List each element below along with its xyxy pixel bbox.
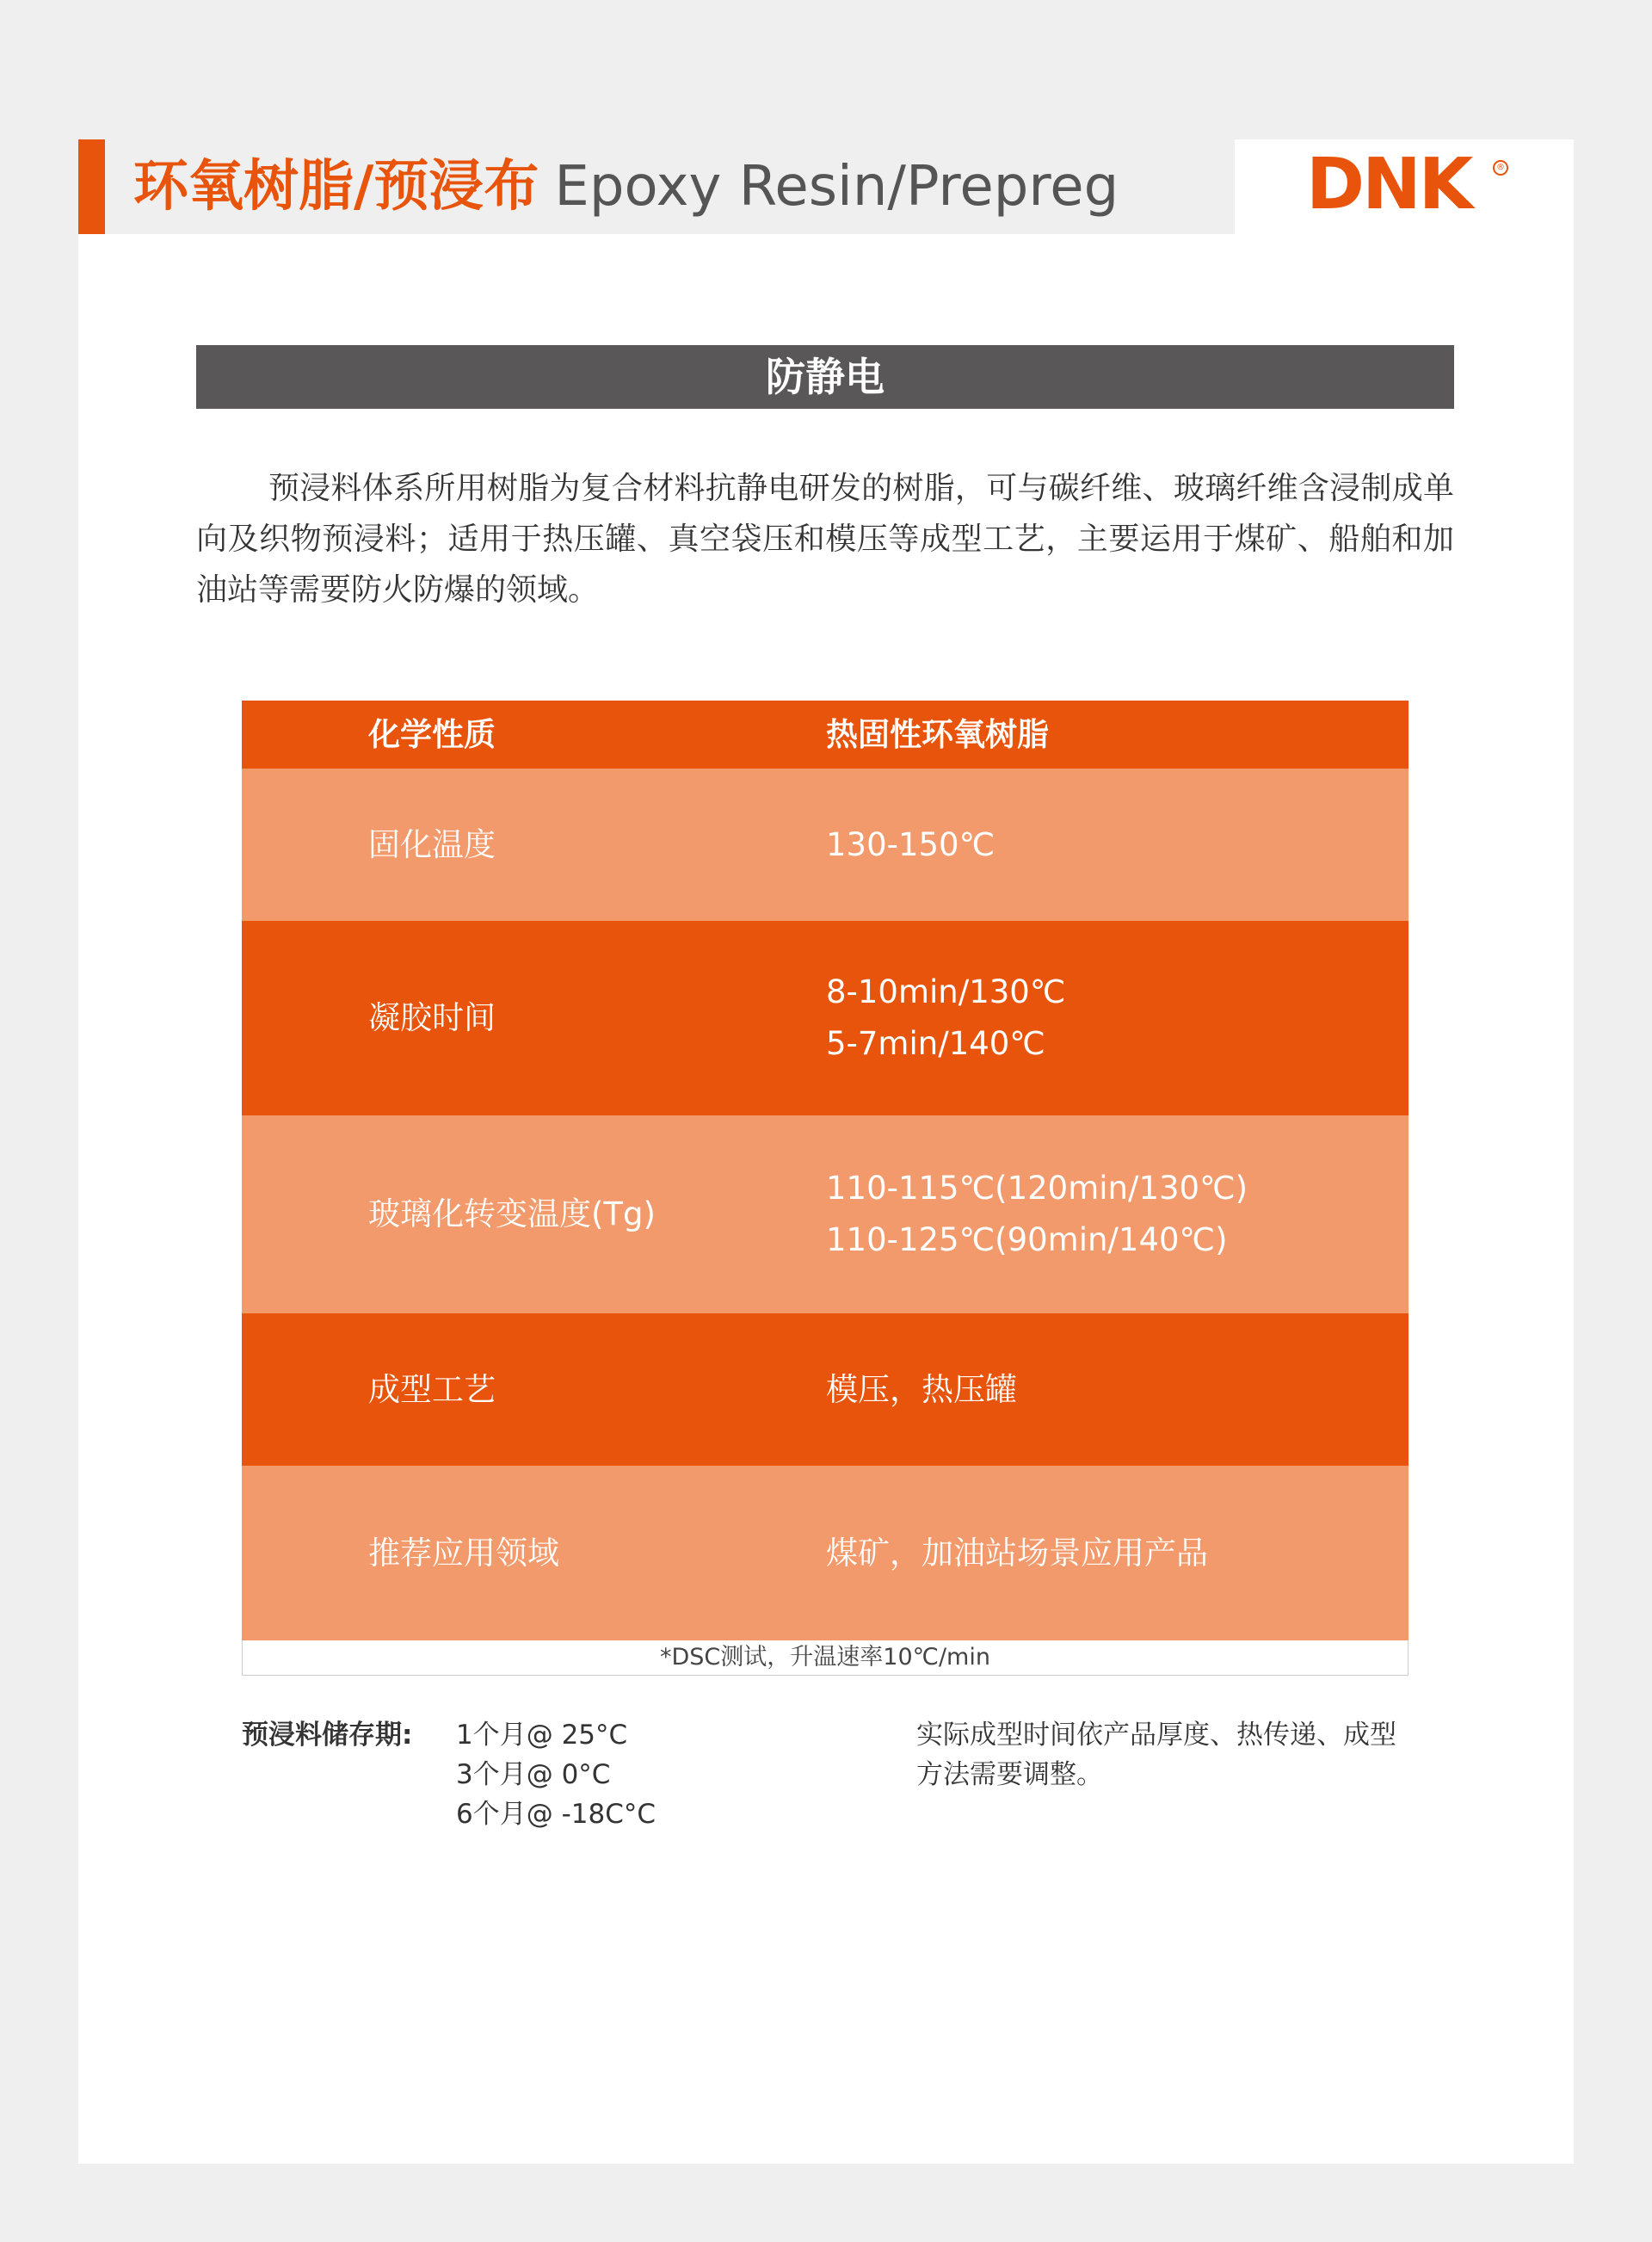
table-row — [242, 921, 1409, 1115]
table-row — [242, 1115, 1409, 1313]
header-value: 热固性环氧树脂 — [826, 715, 1049, 753]
title-en: Epoxy Resin/Prepreg — [554, 155, 1119, 219]
title-cn: 环氧树脂/预浸布 — [133, 155, 539, 219]
row-value — [826, 921, 1065, 1115]
intro-paragraph: 预浸料体系所用树脂为复合材料抗静电研发的树脂，可与碳纤维、玻璃纤维含浸制成单向及织物预浸料；适用于热压罐、真空袋压和模压等成型工艺，主要运用于煤矿、船舶和加油站等需要防火防爆的领域。 — [196, 471, 1454, 608]
row-key: 固化温度 — [368, 825, 496, 863]
row-key: 推荐应用领域 — [368, 1534, 559, 1572]
storage-item: 6个月@ -18C°C — [456, 1799, 656, 1830]
property-table — [242, 701, 1409, 1676]
row-value-line: 110-115℃(120min/130℃) — [826, 1170, 1248, 1207]
row-value-line: 8-10min/130℃ — [826, 973, 1066, 1010]
brand-logo: DNK — [1306, 144, 1471, 225]
row-value-line: 5-7min/140℃ — [826, 1025, 1045, 1062]
storage-item: 3个月@ 0°C — [456, 1759, 611, 1790]
title-accent-bar — [78, 139, 105, 234]
table-row — [242, 769, 1409, 921]
storage-label: 预浸料储存期: — [242, 1720, 413, 1751]
row-value-line: 模压，热压罐 — [826, 1370, 1017, 1408]
row-value — [826, 1466, 1208, 1640]
row-value-line: 130-150℃ — [826, 825, 996, 863]
table-header-row — [242, 701, 1409, 769]
header-key: 化学性质 — [368, 715, 496, 753]
registered-mark: ® — [1493, 160, 1508, 176]
table-row — [242, 1466, 1409, 1640]
table-footnote: *DSC测试，升温速率10℃/min — [242, 1640, 1409, 1676]
row-key: 成型工艺 — [368, 1370, 496, 1408]
row-value-line: 煤矿，加油站场景应用产品 — [826, 1534, 1208, 1572]
row-value — [826, 769, 995, 921]
storage-note: 实际成型时间依产品厚度、热传递、成型方法需要调整。 — [916, 1720, 1396, 1790]
row-value — [826, 1115, 1248, 1313]
storage-item: 1个月@ 25°C — [456, 1720, 628, 1751]
storage-list — [456, 1715, 656, 1834]
row-value — [826, 1313, 1017, 1466]
row-value-line: 110-125℃(90min/140℃) — [826, 1221, 1228, 1258]
page-title — [133, 148, 1119, 225]
row-key: 凝胶时间 — [368, 999, 496, 1036]
row-key: 玻璃化转变温度(Tg) — [368, 1195, 656, 1232]
table-row — [242, 1313, 1409, 1466]
section-heading: 防静电 — [196, 345, 1454, 409]
